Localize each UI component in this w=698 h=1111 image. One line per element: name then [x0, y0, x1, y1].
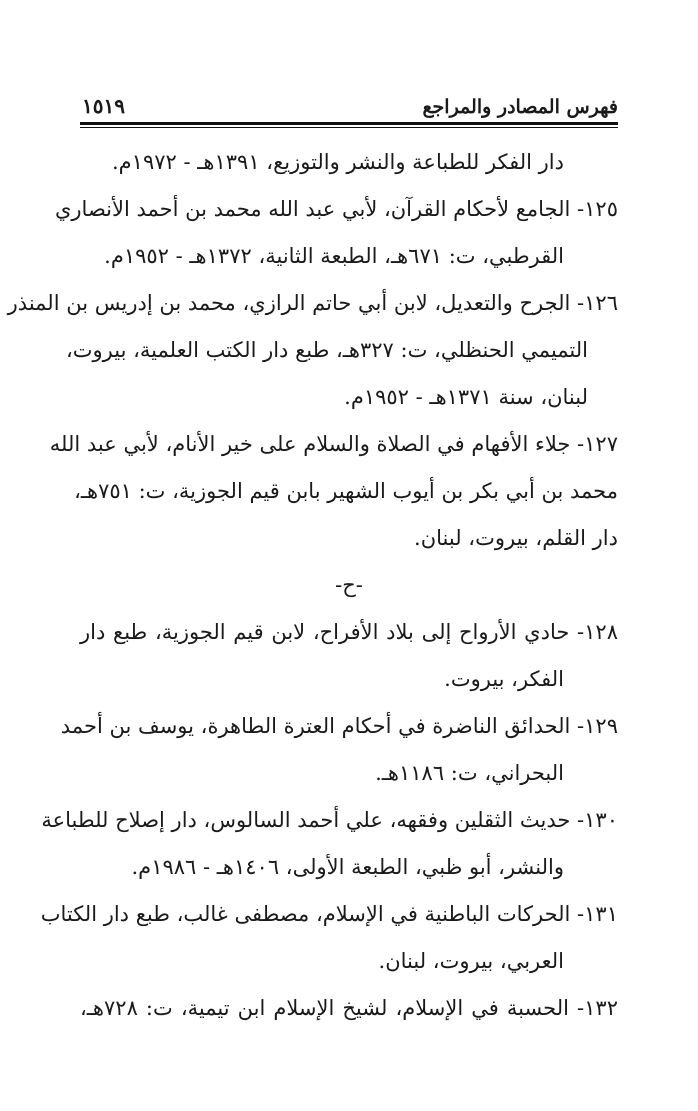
entry-line-131: ١٣١- الحركات الباطنية في الإسلام، مصطفى غالب، طبع دار الكتاب — [40, 902, 618, 926]
entry-line-132: ١٣٢- الحسبة في الإسلام، لشيخ الإسلام ابن تيمية، ت: ٧٢٨هـ، — [80, 996, 618, 1020]
page-header — [82, 86, 618, 118]
header-rule-thick — [80, 122, 618, 125]
entry-continuation-line: دار القلم، بيروت، لبنان. — [414, 526, 618, 550]
header-rule-thin — [80, 127, 618, 128]
entry-line-127: ١٢٧- جلاء الأفهام في الصلاة والسلام على خير الأنام، لأبي عبد الله — [49, 432, 618, 456]
entry-continuation-line: العربي، بيروت، لبنان. — [378, 949, 564, 973]
entry-continuation-line: البحراني، ت: ١١٨٦هـ. — [375, 761, 564, 785]
section-heading-letter: -ح- — [335, 573, 363, 597]
entry-continuation-line: الفكر، بيروت. — [444, 667, 564, 691]
entry-line-130: ١٣٠- حديث الثقلين وفقهه، علي أحمد السالوس، دار إصلاح للطباعة — [41, 808, 618, 832]
entry-continuation-line: التميمي الحنظلي، ت: ٣٢٧هـ، طبع دار الكتب العلمية، بيروت، — [65, 338, 588, 362]
entry-continuation-line: والنشر، أبو ظبي، الطبعة الأولى، ١٤٠٦هـ - ١٩٨٦م. — [131, 855, 564, 879]
entry-line-129: ١٢٩- الحدائق الناضرة في أحكام العترة الطاهرة، يوسف بن أحمد — [60, 714, 618, 738]
entry-continuation-line: محمد بن أبي بكر بن أيوب الشهير بابن قيم الجوزية، ت: ٧٥١هـ، — [74, 479, 618, 503]
entry-continuation-line: لبنان، سنة ١٣٧١هـ - ١٩٥٢م. — [344, 385, 588, 409]
page-body — [7, 139, 618, 1032]
page-number: ١٥١٩ — [82, 94, 125, 118]
entry-line-128: ١٢٨- حادي الأرواح إلى بلاد الأفراح، لابن قيم الجوزية، طبع دار — [80, 620, 618, 644]
entry-line-126: ١٢٦- الجرح والتعديل، لابن أبي حاتم الرازي، محمد بن إدريس بن المنذر — [7, 291, 618, 315]
entry-line-125: ١٢٥- الجامع لأحكام القرآن، لأبي عبد الله محمد بن أحمد الأنصاري — [54, 197, 618, 221]
running-title: فهرس المصادر والمراجع — [422, 96, 618, 118]
entry-continuation-line: دار الفكر للطباعة والنشر والتوزيع، ١٣٩١هـ - ١٩٧٢م. — [111, 150, 564, 174]
entry-continuation-line: القرطبي، ت: ٦٧١هـ، الطبعة الثانية، ١٣٧٢هـ - ١٩٥٢م. — [104, 244, 564, 268]
